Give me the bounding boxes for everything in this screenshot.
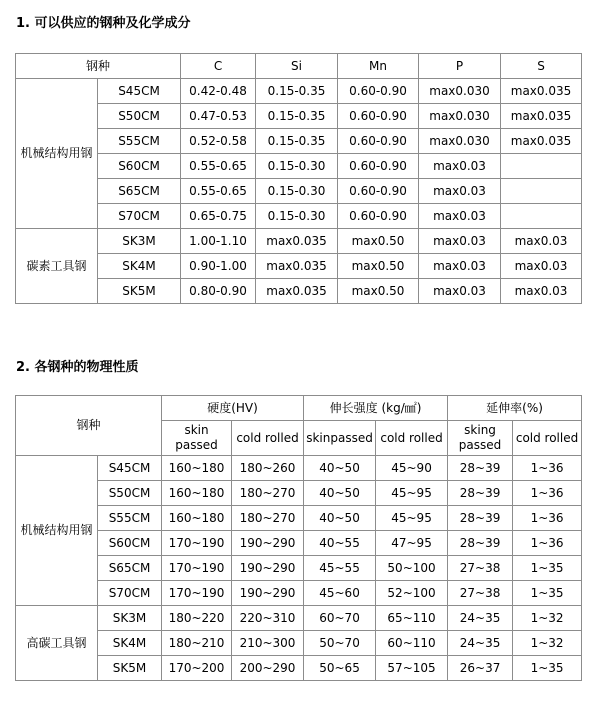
value-cell-si: 0.15-0.30 bbox=[256, 204, 338, 229]
value-cell: 190~290 bbox=[232, 531, 304, 556]
value-cell: 28~39 bbox=[448, 531, 513, 556]
value-cell: 50~100 bbox=[376, 556, 448, 581]
table-row bbox=[16, 129, 582, 154]
grade-cell: S60CM bbox=[98, 531, 162, 556]
header-cell-tensile: 伸长强度 (kg/㎟) bbox=[304, 396, 448, 421]
value-cell-mn: 0.60-0.90 bbox=[338, 154, 419, 179]
table-row bbox=[16, 656, 582, 681]
header-cell-s: S bbox=[501, 54, 582, 79]
table-row bbox=[16, 254, 582, 279]
table-row bbox=[16, 531, 582, 556]
value-cell-c: 0.90-1.00 bbox=[181, 254, 256, 279]
value-cell: 65~110 bbox=[376, 606, 448, 631]
value-cell: 170~190 bbox=[162, 531, 232, 556]
section2-title: 2. 各钢种的物理性质 bbox=[16, 360, 139, 375]
header-row-top bbox=[16, 396, 582, 421]
header-cell-mn: Mn bbox=[338, 54, 419, 79]
table-row bbox=[16, 104, 582, 129]
value-cell: 27~38 bbox=[448, 581, 513, 606]
value-cell-s: max0.03 bbox=[501, 254, 582, 279]
value-cell: 60~70 bbox=[304, 606, 376, 631]
grade-cell: S55CM bbox=[98, 129, 181, 154]
grade-cell: S65CM bbox=[98, 179, 181, 204]
value-cell: 57~105 bbox=[376, 656, 448, 681]
header-cell-elongation: 延伸率(%) bbox=[448, 396, 582, 421]
grade-cell: SK3M bbox=[98, 606, 162, 631]
value-cell-mn: 0.60-0.90 bbox=[338, 79, 419, 104]
value-cell: 45~60 bbox=[304, 581, 376, 606]
value-cell-si: 0.15-0.35 bbox=[256, 79, 338, 104]
value-cell-s bbox=[501, 179, 582, 204]
grade-cell: S65CM bbox=[98, 556, 162, 581]
value-cell-mn: max0.50 bbox=[338, 254, 419, 279]
section1-title: 1. 可以供应的钢种及化学成分 bbox=[16, 16, 191, 31]
value-cell: 170~190 bbox=[162, 581, 232, 606]
value-cell: 27~38 bbox=[448, 556, 513, 581]
value-cell-c: 0.47-0.53 bbox=[181, 104, 256, 129]
value-cell-p: max0.03 bbox=[419, 229, 501, 254]
value-cell-s: max0.035 bbox=[501, 79, 582, 104]
header-cell-c: C bbox=[181, 54, 256, 79]
value-cell: 50~65 bbox=[304, 656, 376, 681]
group-label: 碳素工具钢 bbox=[16, 229, 98, 304]
header-cell-cold-rolled: cold rolled bbox=[232, 421, 304, 456]
grade-cell: SK4M bbox=[98, 254, 181, 279]
value-cell: 220~310 bbox=[232, 606, 304, 631]
value-cell-p: max0.030 bbox=[419, 104, 501, 129]
value-cell-mn: 0.60-0.90 bbox=[338, 104, 419, 129]
table-row bbox=[16, 279, 582, 304]
value-cell-c: 0.80-0.90 bbox=[181, 279, 256, 304]
table-row bbox=[16, 556, 582, 581]
value-cell: 1~32 bbox=[513, 631, 582, 656]
value-cell: 28~39 bbox=[448, 456, 513, 481]
value-cell: 45~95 bbox=[376, 481, 448, 506]
value-cell: 180~210 bbox=[162, 631, 232, 656]
value-cell-c: 0.55-0.65 bbox=[181, 179, 256, 204]
value-cell: 40~50 bbox=[304, 481, 376, 506]
header-cell-cold-rolled: cold rolled bbox=[513, 421, 582, 456]
value-cell-s: max0.03 bbox=[501, 279, 582, 304]
value-cell: 170~190 bbox=[162, 556, 232, 581]
value-cell: 1~32 bbox=[513, 606, 582, 631]
value-cell-c: 0.55-0.65 bbox=[181, 154, 256, 179]
value-cell-si: max0.035 bbox=[256, 229, 338, 254]
value-cell-s: max0.035 bbox=[501, 104, 582, 129]
value-cell-mn: 0.60-0.90 bbox=[338, 204, 419, 229]
value-cell-si: max0.035 bbox=[256, 279, 338, 304]
value-cell: 180~270 bbox=[232, 506, 304, 531]
grade-cell: S50CM bbox=[98, 104, 181, 129]
value-cell: 24~35 bbox=[448, 606, 513, 631]
value-cell: 1~35 bbox=[513, 656, 582, 681]
header-cell-hardness: 硬度(HV) bbox=[162, 396, 304, 421]
value-cell: 190~290 bbox=[232, 581, 304, 606]
grade-cell: SK5M bbox=[98, 656, 162, 681]
value-cell-p: max0.03 bbox=[419, 179, 501, 204]
value-cell-p: max0.03 bbox=[419, 279, 501, 304]
table-row bbox=[16, 506, 582, 531]
value-cell-si: max0.035 bbox=[256, 254, 338, 279]
chemical-composition-table bbox=[15, 53, 582, 304]
value-cell: 1~36 bbox=[513, 456, 582, 481]
value-cell-c: 1.00-1.10 bbox=[181, 229, 256, 254]
header-cell-si: Si bbox=[256, 54, 338, 79]
value-cell-p: max0.03 bbox=[419, 204, 501, 229]
group-label: 机械结构用钢 bbox=[16, 456, 98, 606]
grade-cell: S45CM bbox=[98, 456, 162, 481]
value-cell: 28~39 bbox=[448, 506, 513, 531]
value-cell: 190~290 bbox=[232, 556, 304, 581]
grade-cell: SK3M bbox=[98, 229, 181, 254]
value-cell-s bbox=[501, 204, 582, 229]
table-row bbox=[16, 229, 582, 254]
value-cell: 180~270 bbox=[232, 481, 304, 506]
value-cell-si: 0.15-0.35 bbox=[256, 129, 338, 154]
value-cell-c: 0.42-0.48 bbox=[181, 79, 256, 104]
table-row bbox=[16, 631, 582, 656]
group-label: 机械结构用钢 bbox=[16, 79, 98, 229]
value-cell: 200~290 bbox=[232, 656, 304, 681]
value-cell-si: 0.15-0.30 bbox=[256, 154, 338, 179]
value-cell-c: 0.65-0.75 bbox=[181, 204, 256, 229]
grade-cell: S60CM bbox=[98, 154, 181, 179]
table-row bbox=[16, 606, 582, 631]
table-row bbox=[16, 179, 582, 204]
header-cell-grade: 钢种 bbox=[16, 54, 181, 79]
value-cell-p: max0.030 bbox=[419, 79, 501, 104]
value-cell: 28~39 bbox=[448, 481, 513, 506]
group-label: 高碳工具钢 bbox=[16, 606, 98, 681]
header-row bbox=[16, 54, 582, 79]
value-cell: 160~180 bbox=[162, 506, 232, 531]
value-cell: 45~55 bbox=[304, 556, 376, 581]
value-cell-s: max0.03 bbox=[501, 229, 582, 254]
value-cell: 45~90 bbox=[376, 456, 448, 481]
value-cell: 180~260 bbox=[232, 456, 304, 481]
grade-cell: SK4M bbox=[98, 631, 162, 656]
table-row bbox=[16, 204, 582, 229]
value-cell: 60~110 bbox=[376, 631, 448, 656]
value-cell-mn: max0.50 bbox=[338, 229, 419, 254]
value-cell: 210~300 bbox=[232, 631, 304, 656]
value-cell: 160~180 bbox=[162, 456, 232, 481]
value-cell-s bbox=[501, 154, 582, 179]
value-cell-mn: max0.50 bbox=[338, 279, 419, 304]
header-cell-skin-passed: skin passed bbox=[162, 421, 232, 456]
table-row bbox=[16, 581, 582, 606]
table-row bbox=[16, 481, 582, 506]
header-cell-sking-passed: sking passed bbox=[448, 421, 513, 456]
physical-properties-table bbox=[15, 395, 582, 681]
value-cell: 40~50 bbox=[304, 456, 376, 481]
value-cell: 1~36 bbox=[513, 481, 582, 506]
value-cell-p: max0.030 bbox=[419, 129, 501, 154]
header-cell-skinpassed: skinpassed bbox=[304, 421, 376, 456]
value-cell-mn: 0.60-0.90 bbox=[338, 179, 419, 204]
value-cell-p: max0.03 bbox=[419, 254, 501, 279]
header-cell-p: P bbox=[419, 54, 501, 79]
value-cell: 26~37 bbox=[448, 656, 513, 681]
value-cell: 1~35 bbox=[513, 581, 582, 606]
value-cell-c: 0.52-0.58 bbox=[181, 129, 256, 154]
value-cell: 40~50 bbox=[304, 506, 376, 531]
table-row bbox=[16, 456, 582, 481]
value-cell: 24~35 bbox=[448, 631, 513, 656]
value-cell: 1~36 bbox=[513, 531, 582, 556]
value-cell: 170~200 bbox=[162, 656, 232, 681]
grade-cell: S55CM bbox=[98, 506, 162, 531]
value-cell-s: max0.035 bbox=[501, 129, 582, 154]
header-cell-cold-rolled: cold rolled bbox=[376, 421, 448, 456]
value-cell-si: 0.15-0.30 bbox=[256, 179, 338, 204]
grade-cell: S70CM bbox=[98, 204, 181, 229]
value-cell-si: 0.15-0.35 bbox=[256, 104, 338, 129]
grade-cell: SK5M bbox=[98, 279, 181, 304]
value-cell: 180~220 bbox=[162, 606, 232, 631]
value-cell: 1~35 bbox=[513, 556, 582, 581]
grade-cell: S70CM bbox=[98, 581, 162, 606]
header-cell-grade: 钢种 bbox=[16, 396, 162, 456]
value-cell: 52~100 bbox=[376, 581, 448, 606]
value-cell: 160~180 bbox=[162, 481, 232, 506]
grade-cell: S45CM bbox=[98, 79, 181, 104]
value-cell: 40~55 bbox=[304, 531, 376, 556]
value-cell: 47~95 bbox=[376, 531, 448, 556]
value-cell: 50~70 bbox=[304, 631, 376, 656]
table-row bbox=[16, 154, 582, 179]
value-cell-mn: 0.60-0.90 bbox=[338, 129, 419, 154]
grade-cell: S50CM bbox=[98, 481, 162, 506]
value-cell-p: max0.03 bbox=[419, 154, 501, 179]
value-cell: 45~95 bbox=[376, 506, 448, 531]
value-cell: 1~36 bbox=[513, 506, 582, 531]
table-row bbox=[16, 79, 582, 104]
